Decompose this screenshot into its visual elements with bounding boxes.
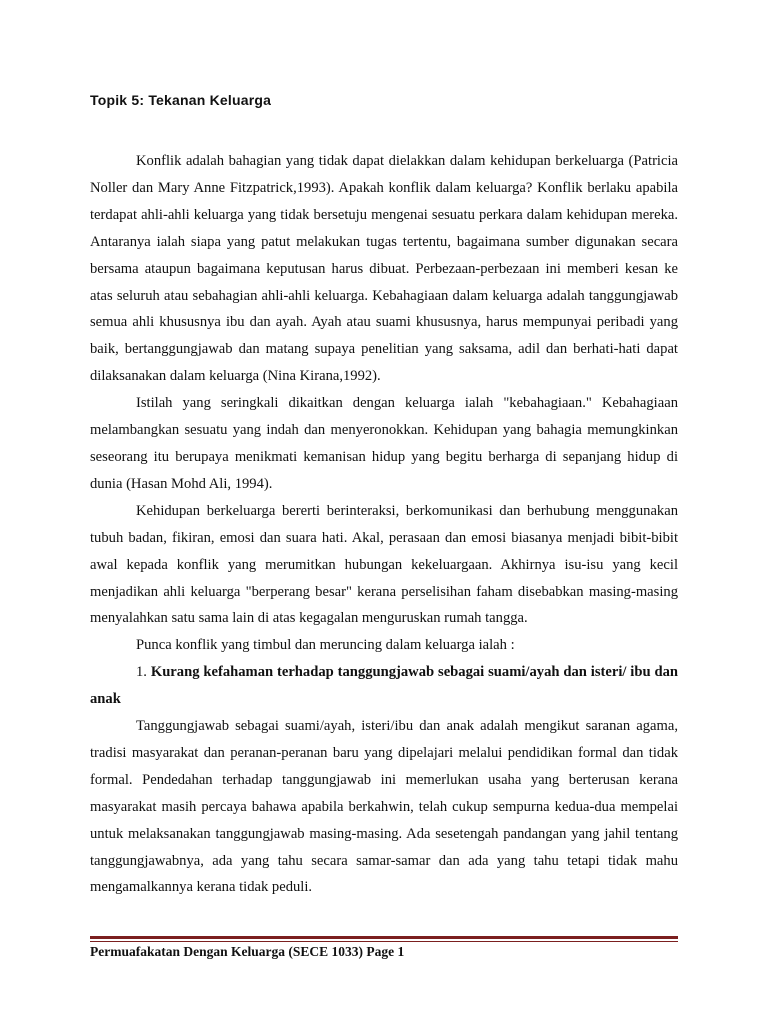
page-footer: Permuafakatan Dengan Keluarga (SECE 1033) Page 1 bbox=[90, 944, 405, 959]
list-item-heading: Kurang kefahaman terhadap tanggungjawab sebagai suami/ayah dan isteri/ ibu dan anak bbox=[90, 664, 679, 708]
footer-divider bbox=[90, 936, 678, 939]
list-item-1 bbox=[90, 659, 678, 713]
paragraph-5: Tanggungjawab sebagai suami/ayah, isteri/ibu dan anak adalah mengikut saranan agama, tradisi masyarakat dan peranan-peranan baru yang dipelajari melalui pendidikan formal dan tidak formal. Pendedahan terhadap tanggungjawab ini memerlukan usaha yang berterusan kerana masyarakat masih percaya bahawa apabila berkahwin, telah cukup sempurna kedua-dua mempelai untuk melaksanakan tanggungjawab masing-masing. Ada sesetengah pandangan yang jahil tentang tanggungjawabnya, ada yang tahu secara samar-samar dan ada yang tahu tetapi tidak mahu mengamalkannya kerana tidak peduli. bbox=[90, 718, 678, 896]
paragraph-2: Istilah yang seringkali dikaitkan dengan keluarga ialah "kebahagiaan." Kebahagiaan melambangkan sesuatu yang indah dan menyeronokkan. Kehidupan yang bahagia memungkinkan seseorang itu berupaya menikmati kemanisan hidup yang begitu berharga di sepanjang hidup di dunia (Hasan Mohd Ali, 1994). bbox=[90, 395, 678, 492]
page-title: Topik 5: Tekanan Keluarga bbox=[90, 92, 272, 108]
list-item-number: 1. bbox=[136, 664, 147, 681]
paragraph-4: Punca konflik yang timbul dan meruncing dalam keluarga ialah : bbox=[136, 637, 515, 654]
footer-divider-thin bbox=[90, 941, 678, 942]
paragraph-3: Kehidupan berkeluarga bererti berinteraksi, berkomunikasi dan berhubung menggunakan tubuh badan, fikiran, emosi dan suara hati. Akal, perasaan dan emosi biasanya menjadi bibit-bibit awal kepada konflik yang merumitkan hubungan kekeluargaan. Akhirnya isu-isu yang kecil menjadikan ahli keluarga "berperang besar" kerana perselisihan faham disebabkan masing-masing menyalahkan satu sama lain di atas kegagalan menguruskan rumah tangga. bbox=[90, 502, 678, 627]
paragraph-1: Konflik adalah bahagian yang tidak dapat dielakkan dalam kehidupan berkeluarga (Patricia Noller dan Mary Anne Fitzpatrick,1993). Apakah konflik dalam keluarga? Konflik berlaku apabila terdapat ahli-ahli keluarga yang tidak bersetuju mengenai sesuatu perkara dalam kehidupan mereka. Antaranya ialah siapa yang patut melakukan tugas tertentu, bagaimana sumber digunakan secara bersama ataupun bagaimana keputusan harus dibuat. Perbezaan-perbezaan ini memberi kesan ke atas seluruh atau sebahagian ahli-ahli keluarga. Kebahagiaan dalam keluarga adalah tanggungjawab semua ahli khususnya ibu dan ayah. Ayah atau suami khususnya, harus mempunyai peribadi yang baik, bertanggungjawab dan matang supaya penelitian yang saksama, adil dan berhati-hati dapat dilaksanakan dalam keluarga (Nina Kirana,1992). bbox=[90, 153, 678, 385]
document-body bbox=[90, 148, 678, 901]
